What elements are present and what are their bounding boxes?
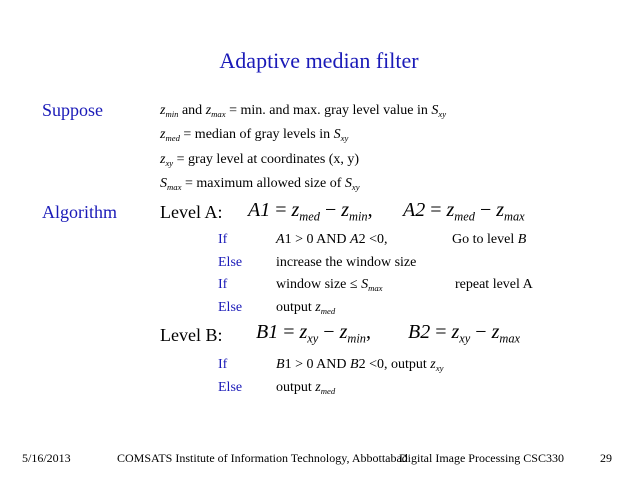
level-b-equation-b2: $B2 = z_{xy} - z_{max}$ bbox=[408, 321, 521, 346]
footer-course: Digital Image Processing CSC330 bbox=[399, 451, 564, 465]
definition-zmed: $z_{med}$ = median of gray levels in $S_{xy}$ bbox=[160, 127, 349, 144]
level-a-row1-action: Go to level B bbox=[452, 232, 527, 247]
level-a-equation-a2: $A2 = z_{med} - z_{max}$ bbox=[403, 199, 525, 224]
slide-title: Adaptive median filter bbox=[219, 48, 419, 73]
level-b-row2-action: output $z_{med}$ bbox=[276, 380, 336, 397]
algorithm-label: Algorithm bbox=[42, 202, 117, 222]
definition-zxy: $z_{xy}$ = gray level at coordinates (x, y) bbox=[160, 152, 360, 169]
level-b-row2-keyword: Else bbox=[218, 380, 243, 395]
definition-smax: $S_{max}$ = maximum allowed size of $S_{xy}$ bbox=[160, 176, 360, 193]
level-b-label: Level B: bbox=[160, 325, 223, 345]
footer-date: 5/16/2013 bbox=[22, 451, 71, 465]
level-a-row3-condition: window size ≤ $S_{max}$ bbox=[276, 277, 383, 294]
level-a-row3-keyword: If bbox=[218, 277, 228, 292]
level-a-row4-action: output $z_{med}$ bbox=[276, 300, 336, 317]
footer-page-number: 29 bbox=[600, 451, 612, 465]
level-a-row4-keyword: Else bbox=[218, 300, 243, 315]
level-a-label: Level A: bbox=[160, 202, 223, 222]
level-a-row3-action: repeat level A bbox=[455, 277, 533, 292]
level-b-row1-condition: B1 > 0 AND B2 <0, output $z_{xy}$ bbox=[276, 357, 444, 374]
level-b-row1-keyword: If bbox=[218, 357, 228, 372]
level-a-row2-keyword: Else bbox=[218, 255, 243, 270]
level-a-row1-condition: A1 > 0 AND A2 <0, bbox=[276, 232, 388, 247]
level-a-row2-action: increase the window size bbox=[276, 255, 417, 270]
footer-institute: COMSATS Institute of Information Technology, Abbottabad bbox=[117, 451, 408, 465]
level-a-row1-keyword: If bbox=[218, 232, 228, 247]
suppose-label: Suppose bbox=[42, 100, 104, 120]
level-a-equation-a1: $A1 = z_{med} - z_{min}$, bbox=[248, 199, 373, 224]
level-b-equation-b1: $B1 = z_{xy} - z_{min}$, bbox=[256, 321, 371, 346]
definition-zmin-zmax: $z_{min}$ and $z_{max} = \min$. and max. gray level value in $S_{xy}$ bbox=[160, 103, 447, 120]
